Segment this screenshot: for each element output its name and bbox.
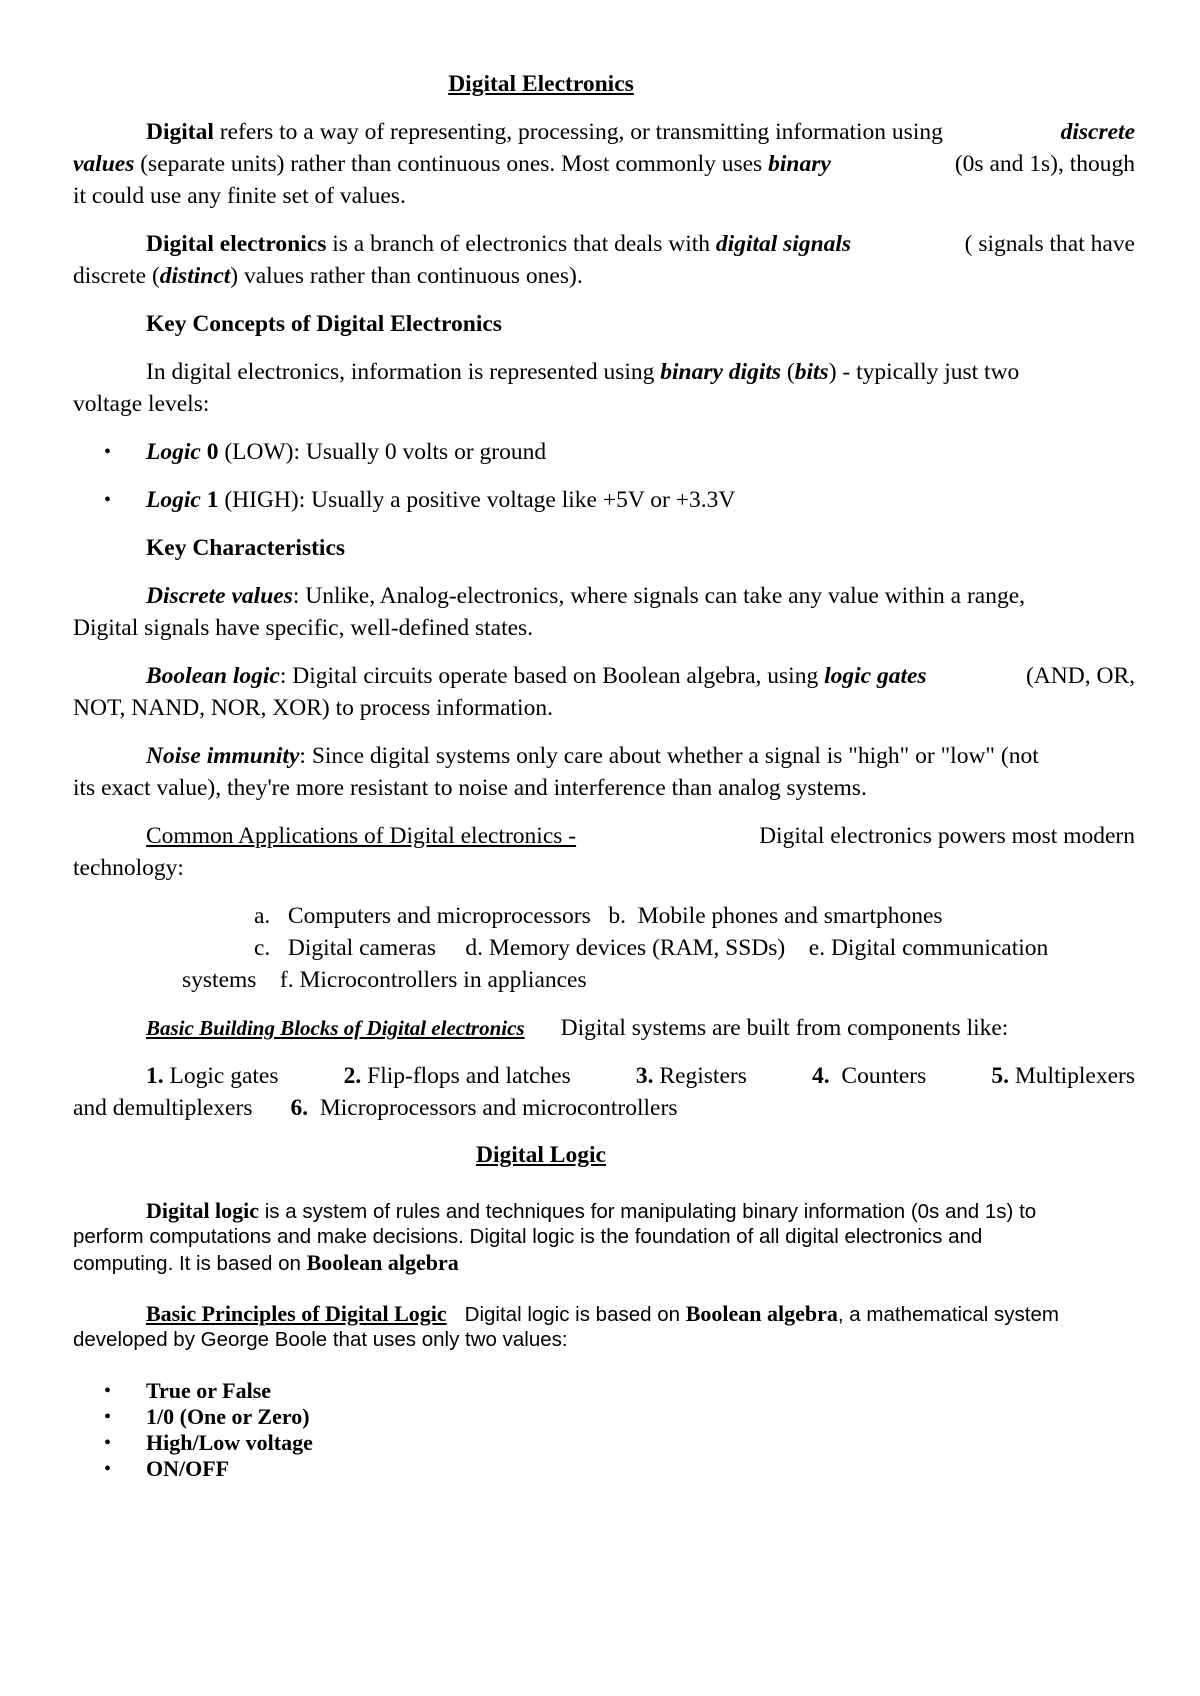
term-boolean-algebra: Boolean algebra xyxy=(306,1250,459,1275)
building-blocks-list-line-1 xyxy=(73,1061,1135,1091)
text: : Digital circuits operate based on Boolean algebra, using xyxy=(279,663,825,689)
text: ( signals that have xyxy=(964,231,1135,257)
bullet-icon: • xyxy=(104,441,112,463)
text: ) values rather than continuous ones). xyxy=(230,263,583,289)
list-number: 2. xyxy=(343,1063,362,1089)
text: (HIGH): Usually a positive voltage like +5V or +3.3V xyxy=(218,487,736,513)
text: is a system of rules and techniques for manipulating binary information (0s and 1s) to xyxy=(259,1200,1037,1223)
applications-line-2: technology: xyxy=(73,855,184,881)
list-item: Flip-flops and latches xyxy=(367,1063,571,1089)
page-title: Digital Electronics xyxy=(448,71,634,97)
list-item: Registers xyxy=(659,1063,747,1089)
term-boolean-algebra: Boolean algebra xyxy=(685,1301,838,1326)
text: (separate units) rather than continuous ones. Most commonly uses xyxy=(134,151,769,177)
logic-1-item xyxy=(146,485,735,515)
term-logic: Logic xyxy=(146,487,201,513)
bullet-icon: • xyxy=(104,1458,112,1480)
list-item: Logic gates xyxy=(169,1063,279,1089)
list-number: 1. xyxy=(146,1063,164,1089)
value-item: ON/OFF xyxy=(146,1456,230,1481)
binary-digits-line-2: voltage levels: xyxy=(73,391,210,417)
text: : Unlike, Analog-electronics, where signals can take any value within a range, xyxy=(292,583,1026,609)
list-number: 3. xyxy=(635,1063,654,1089)
discrete-values-line-2: Digital signals have specific, well-defined states. xyxy=(73,615,534,641)
term-digital-signals: digital signals xyxy=(715,231,852,257)
digital-definition-line-1 xyxy=(73,117,1135,147)
digital-logic-line-3 xyxy=(73,1250,459,1277)
text: : Since digital systems only care about whether a signal is "high" or "low" (not xyxy=(299,743,1039,769)
principles-line-1 xyxy=(73,1301,1135,1328)
term-logic-gates: logic gates xyxy=(824,663,927,689)
text: refers to a way of representing, processing, or transmitting information using xyxy=(213,119,943,145)
discrete-values-line-1 xyxy=(73,581,1135,611)
list-number: 5. xyxy=(991,1063,1010,1089)
text: Digital systems are built from components like: xyxy=(560,1015,1009,1041)
applications-heading: Common Applications of Digital electronics - xyxy=(146,823,577,849)
digital-logic-line-1 xyxy=(73,1198,1135,1225)
applications-list-c-e: c. Digital cameras d. Memory devices (RAM, SSDs) e. Digital communication xyxy=(254,935,1049,961)
bullet-icon: • xyxy=(104,489,112,511)
text: (0s and 1s), though xyxy=(954,151,1135,177)
boolean-logic-line-2: NOT, NAND, NOR, XOR) to process information. xyxy=(73,695,553,721)
term-boolean-logic: Boolean logic xyxy=(146,663,280,689)
building-blocks-list-line-2 xyxy=(73,1093,677,1123)
value-item: 1/0 (One or Zero) xyxy=(146,1404,310,1429)
noise-immunity-line-1 xyxy=(73,741,1135,771)
section-title-digital-logic: Digital Logic xyxy=(476,1142,606,1168)
binary-digits-line-1 xyxy=(73,357,1135,387)
list-number: 4. xyxy=(812,1063,830,1089)
building-blocks-line xyxy=(146,1013,1008,1043)
bullet-icon: • xyxy=(104,1380,112,1402)
value-item: High/Low voltage xyxy=(146,1430,313,1455)
logic-0-item xyxy=(146,437,546,467)
term-digital-electronics: Digital electronics xyxy=(146,231,327,257)
digital-logic-line-2: perform computations and make decisions. Digital logic is the foundation of all digital electronics and xyxy=(73,1225,983,1248)
text: , a mathematical system xyxy=(837,1303,1059,1326)
bullet-icon: • xyxy=(104,1406,112,1428)
digital-electronics-def-line-1 xyxy=(73,229,1135,259)
term-discrete-values: Discrete values xyxy=(146,583,293,609)
term-digital: Digital xyxy=(146,119,214,145)
digital-definition-line-2 xyxy=(73,149,1135,179)
bullet-icon: • xyxy=(104,1432,112,1454)
term-discrete: discrete xyxy=(1060,119,1135,145)
term-binary: binary xyxy=(768,151,831,177)
applications-list-f: systems f. Microcontrollers in appliances xyxy=(182,967,587,993)
text: In digital electronics, information is represented using xyxy=(146,359,661,385)
text: Digital electronics powers most modern xyxy=(759,823,1135,849)
text: ) - typically just two xyxy=(828,359,1020,385)
applications-line-1 xyxy=(73,821,1135,851)
term-values: values xyxy=(73,151,135,177)
digital-definition-line-3: it could use any finite set of values. xyxy=(73,183,406,209)
list-item: Multiplexers xyxy=(1014,1063,1135,1089)
digital-electronics-def-line-2 xyxy=(73,261,583,291)
term-noise-immunity: Noise immunity xyxy=(146,743,300,769)
text: discrete ( xyxy=(73,263,160,289)
term-digital-logic: Digital logic xyxy=(146,1198,260,1223)
text: computing. It is based on xyxy=(73,1252,307,1275)
term-bits: bits xyxy=(794,359,829,385)
list-number: 6. xyxy=(290,1095,309,1121)
term-logic: Logic xyxy=(146,439,201,465)
text: ( xyxy=(781,359,795,385)
boolean-logic-line-1 xyxy=(73,661,1135,691)
noise-immunity-line-2: its exact value), they're more resistant to noise and interference than analog systems. xyxy=(73,775,867,801)
term-binary-digits: binary digits xyxy=(660,359,782,385)
term-distinct: distinct xyxy=(159,263,231,289)
building-blocks-heading: Basic Building Blocks of Digital electronics xyxy=(146,1016,525,1040)
list-item: and demultiplexers xyxy=(73,1095,253,1121)
text: (AND, OR, xyxy=(1025,663,1135,689)
text: is a branch of electronics that deals with xyxy=(326,231,716,257)
principles-line-2: developed by George Boole that uses only two values: xyxy=(73,1328,568,1351)
text: Digital logic is based on xyxy=(464,1303,686,1326)
list-item: Microprocessors and microcontrollers xyxy=(319,1095,678,1121)
value-item: True or False xyxy=(146,1378,272,1403)
principles-heading: Basic Principles of Digital Logic xyxy=(146,1301,447,1326)
heading-key-characteristics: Key Characteristics xyxy=(146,535,346,561)
list-item: Counters xyxy=(841,1063,927,1089)
text: (LOW): Usually 0 volts or ground xyxy=(218,439,547,465)
applications-list-a-b: a. Computers and microprocessors b. Mobile phones and smartphones xyxy=(254,903,943,929)
logic-value: 1 xyxy=(200,487,219,513)
logic-value: 0 xyxy=(200,439,219,465)
heading-key-concepts: Key Concepts of Digital Electronics xyxy=(146,311,502,337)
